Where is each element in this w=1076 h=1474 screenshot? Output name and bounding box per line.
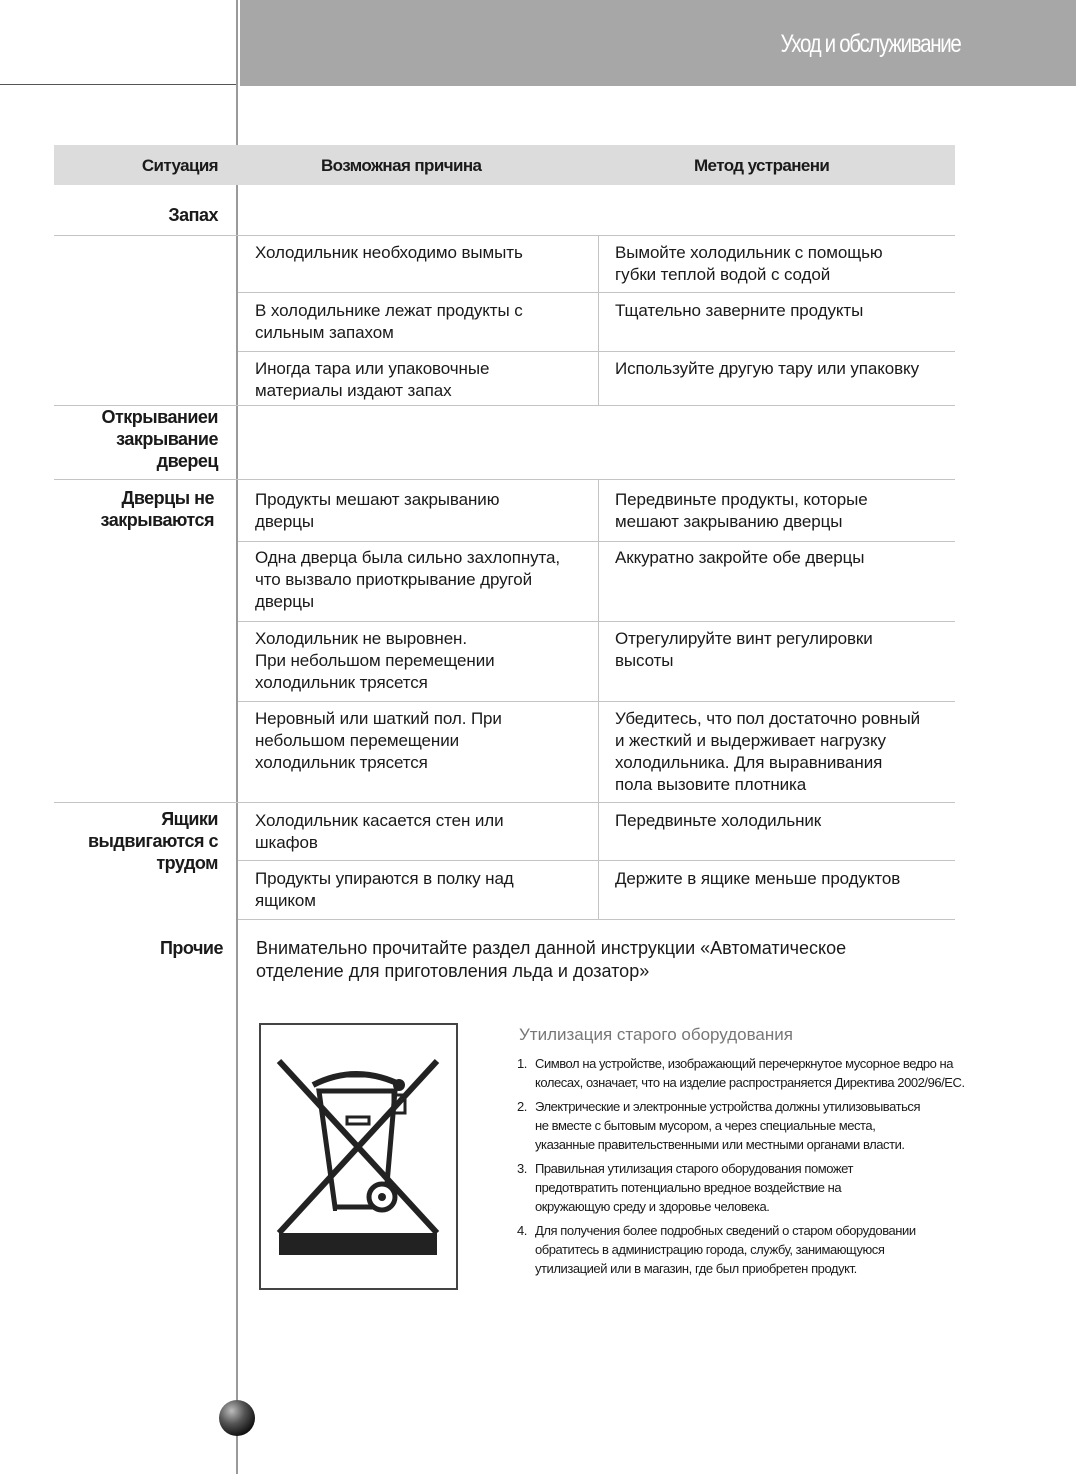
- row-divider: [238, 701, 955, 702]
- cause-cell: Одна дверца была сильно захлопнута, что вызвало приоткрывание другой дверцы: [255, 548, 560, 611]
- disposal-list: [517, 1054, 987, 1283]
- fix-cell: Аккуратно закройте обе дверцы: [615, 548, 865, 567]
- list-item: 2. Электрические и электронные устройства должны утилизовываться не вместе с бытовым мусором, а через специальные места, указанные правительственными или местными органами власти.: [517, 1099, 921, 1152]
- column-header-fix: Метод устранени: [694, 156, 830, 175]
- column-header-situation: Ситуация: [141, 156, 218, 175]
- situation-doors-not-closing: Дверцы не закрываются: [100, 488, 214, 530]
- row-divider: [238, 860, 955, 861]
- cause-cell: Холодильник необходимо вымыть: [255, 243, 523, 262]
- row-divider: [238, 919, 955, 920]
- cause-cell: Продукты мешают закрыванию дверцы: [255, 490, 500, 531]
- cause-cell: Продукты упираются в полку над ящиком: [255, 869, 514, 910]
- other-instructions-text: Внимательно прочитайте раздел данной инструкции «Автоматическое отделение для приготовления льда и дозатор»: [256, 938, 847, 981]
- crossed-out-wheelie-bin-icon: [261, 1025, 456, 1288]
- page-spine-line: [236, 0, 238, 1474]
- weee-symbol-frame: [259, 1023, 458, 1290]
- list-item: 3. Правильная утилизация старого оборудования поможет предотвратить потенциально вредное воздействие на окружающую среду и здоровье человека.: [517, 1161, 853, 1214]
- situation-smell: Запах: [168, 205, 218, 225]
- fix-cell: Тщательно заверните продукты: [615, 301, 864, 320]
- cause-cell: В холодильнике лежат продукты с сильным запахом: [255, 301, 523, 342]
- situation-other: Прочие: [159, 938, 223, 958]
- cause-cell: Холодильник касается стен или шкафов: [255, 811, 504, 852]
- section-title: Уход и обслуживание: [780, 30, 960, 58]
- row-divider: [54, 802, 955, 803]
- cause-cell: Иногда тара или упаковочные материалы издают запах: [255, 359, 490, 400]
- column-divider: [598, 235, 599, 405]
- list-item: 4. Для получения более подробных сведений о старом оборудовании обратитесь в администрацию города, службу, занимающуюся утилизацией или в магазин, где был приобретен продукт.: [517, 1223, 916, 1276]
- header-underline: [0, 84, 238, 85]
- disposal-title: Утилизация старого оборудования: [519, 1025, 793, 1044]
- row-divider: [54, 479, 955, 480]
- fix-cell: Используйте другую тару или упаковку: [615, 359, 919, 378]
- row-divider: [238, 621, 955, 622]
- fix-cell: Держите в ящике меньше продуктов: [615, 869, 901, 888]
- fix-cell: Передвиньте продукты, которые мешают закрыванию дверцы: [615, 490, 868, 531]
- fix-cell: Убедитесь, что пол достаточно ровный и жесткий и выдерживает нагрузку холодильника. Для выравнивания пола вызовите плотника: [615, 709, 920, 794]
- column-divider: [598, 479, 599, 919]
- fix-cell: Вымойте холодильник с помощью губки теплой водой с содой: [615, 243, 883, 284]
- fix-cell: Передвиньте холодильник: [615, 811, 822, 830]
- cause-cell: Холодильник не выровнен. При небольшом перемещении холодильник трясется: [255, 629, 495, 692]
- list-item: 1. Символ на устройстве, изображающий перечеркнутое мусорное ведро на колесах, означает, что на изделие распространяется Директива 2002/96/EC.: [517, 1056, 965, 1090]
- cause-cell: Неровный или шаткий пол. При небольшом перемещении холодильник трясется: [255, 709, 502, 772]
- row-divider: [238, 292, 955, 293]
- situation-drawers-stiff: Ящики выдвигаются с трудом: [87, 809, 218, 873]
- row-divider: [238, 541, 955, 542]
- situation-door-opening: Открываниеи закрывание дверец: [101, 407, 218, 471]
- column-header-cause: Возможная причина: [321, 156, 482, 175]
- row-divider: [238, 351, 955, 352]
- black-ball-icon: [219, 1400, 255, 1436]
- fix-cell: Отрегулируйте винт регулировки высоты: [615, 629, 873, 670]
- row-divider: [54, 235, 955, 236]
